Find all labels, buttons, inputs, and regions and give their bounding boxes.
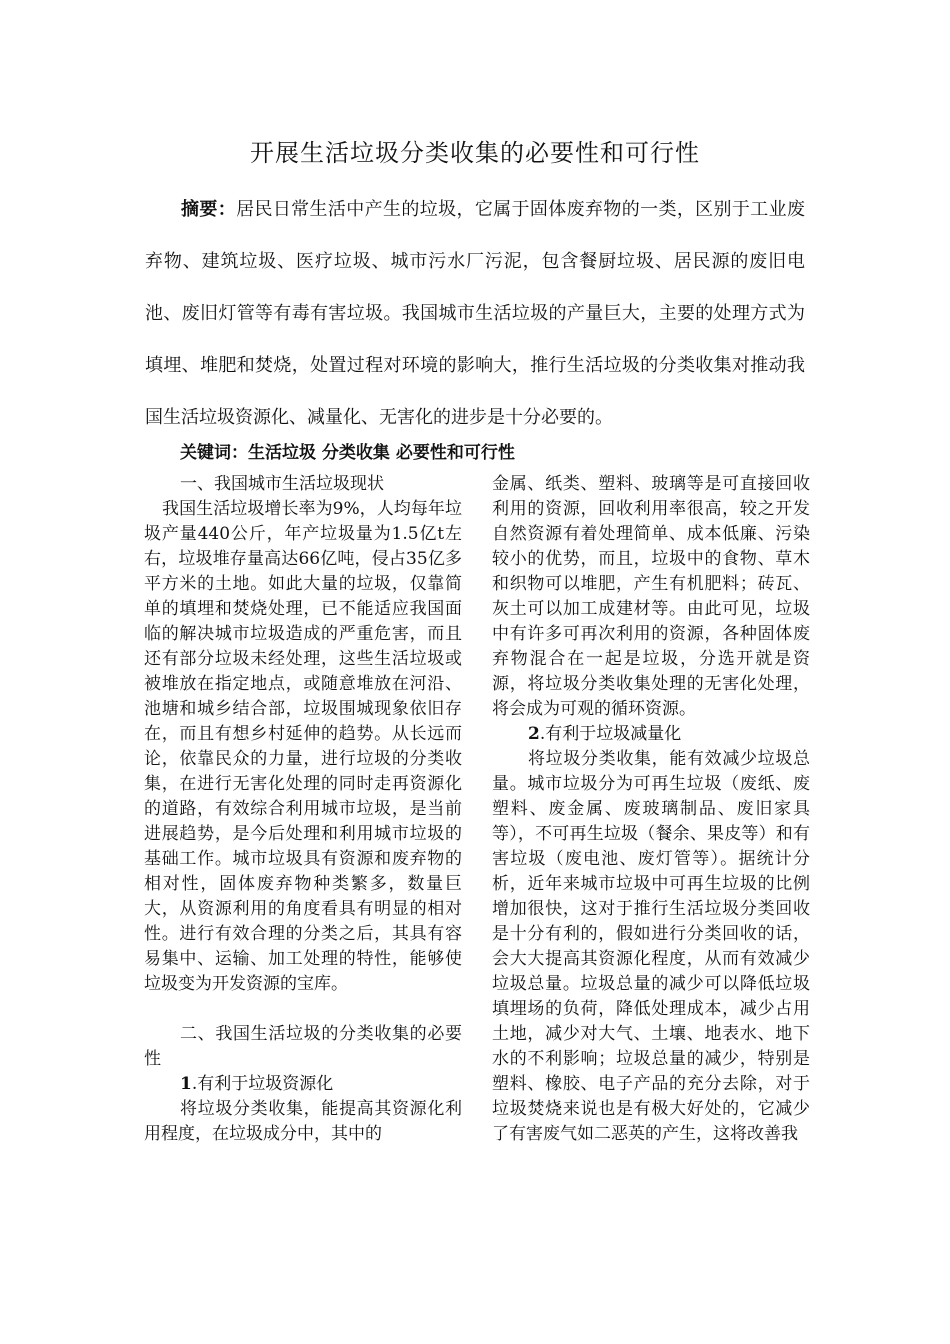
subsection1-heading	[144, 1072, 462, 1097]
keywords-line: 关键词：生活垃圾 分类收集 必要性和可行性	[180, 443, 515, 463]
document-title: 开展生活垃圾分类收集的必要性和可行性	[250, 139, 700, 167]
section1-heading: 一、我国城市生活垃圾现状	[180, 474, 384, 494]
subsection2-number: 2	[528, 724, 540, 744]
subsection2-heading	[492, 722, 810, 747]
subsection1-body: 将垃圾分类收集，能提高其资源化利用程度，在垃圾成分中，其中的	[144, 1099, 462, 1144]
subsection1-title: .有利于垃圾资源化	[191, 1074, 334, 1094]
subsection2-title: .有利于垃圾减量化	[539, 724, 682, 744]
subsection2-body: 将垃圾分类收集，能有效减少垃圾总量。城市垃圾分为可再生垃圾（废纸、废塑料、废金属、废玻璃制品、废旧家具等），不可再生垃圾（餐余、果皮等）和有害垃圾（废电池、废灯管等）。据统计分析，近年来城市垃圾中可再生垃圾的比例增加很快，这对于推行生活垃圾分类回收是十分有利的，假如进行分类回收的话，会大大提高其资源化程度，从而有效减少垃圾总量。垃圾总量的减少可以降低垃圾填埋场的负荷，降低处理成本，减少占用土地，减少对大气、土壤、地表水、地下水的不利影响；垃圾总量的减少，特别是塑料、橡胶、电子产品的充分去除，对于垃圾焚烧来说也是有极大好处的，它减少了有害废气如二恶英的产生，这将改善我	[492, 749, 810, 1144]
paragraph-gap	[144, 997, 462, 1022]
abstract-text: 居民日常生活中产生的垃圾，它属于固体废弃物的一类，区别于工业废弃物、建筑垃圾、医疗垃圾、城市污水厂污泥，包含餐厨垃圾、居民源的废旧电池、废旧灯管等有毒有害垃圾。我国城市生活垃圾的产量巨大，主要的处理方式为填埋、堆肥和焚烧，处置过程对环境的影响大，推行生活垃圾的分类收集对推动我国生活垃圾资源化、减量化、无害化的进步是十分必要的。	[145, 199, 805, 428]
section1-body: 我国生活垃圾增长率为9%，人均每年垃圾产量440公斤，年产垃圾量为1.5亿t左右，垃圾堆存量高达66亿吨，侵占35亿多平方米的土地。如此大量的垃圾，仅靠简单的填埋和焚烧处理，已不能适应我国面临的解决城市垃圾造成的严重危害，而且还有部分垃圾未经处理，这些生活垃圾或被堆放在指定地点，或随意堆放在河沿、池塘和城乡结合部，垃圾围城现象依旧存在，而且有想乡村延伸的趋势。从长远而论，依靠民众的力量，进行垃圾的分类收集，在进行无害化处理的同时走再资源化的道路，有效综合利用城市垃圾，是当前进展趋势，是今后处理和利用城市垃圾的基础工作。城市垃圾具有资源和废弃物的相对性，固体废弃物种类繁多，数量巨大，从资源利用的角度看具有明显的相对性。进行有效合理的分类之后，其具有容易集中、运输、加工处理的特性，能够使垃圾变为开发资源的宝库。	[144, 499, 462, 994]
right-column	[492, 472, 810, 1147]
left-column	[144, 472, 462, 1147]
abstract-label: 摘要：	[181, 199, 237, 220]
subsection1-continued-body: 金属、纸类、塑料、玻璃等是可直接回收利用的资源，回收利用率很高，较之开发自然资源有着处理简单、成本低廉、污染较小的优势，而且，垃圾中的食物、草木和织物可以堆肥，产生有机肥料；砖瓦、灰土可以加工成建材等。由此可见，垃圾中有许多可再次利用的资源，各种固体废弃物混合在一起是垃圾，分选开就是资源，将垃圾分类收集处理的无害化处理，将会成为可观的循环资源。	[492, 474, 810, 719]
abstract-paragraph	[145, 184, 805, 444]
section2-heading: 二、我国生活垃圾的分类收集的必要性	[144, 1024, 462, 1069]
subsection1-number: 1	[180, 1074, 192, 1094]
